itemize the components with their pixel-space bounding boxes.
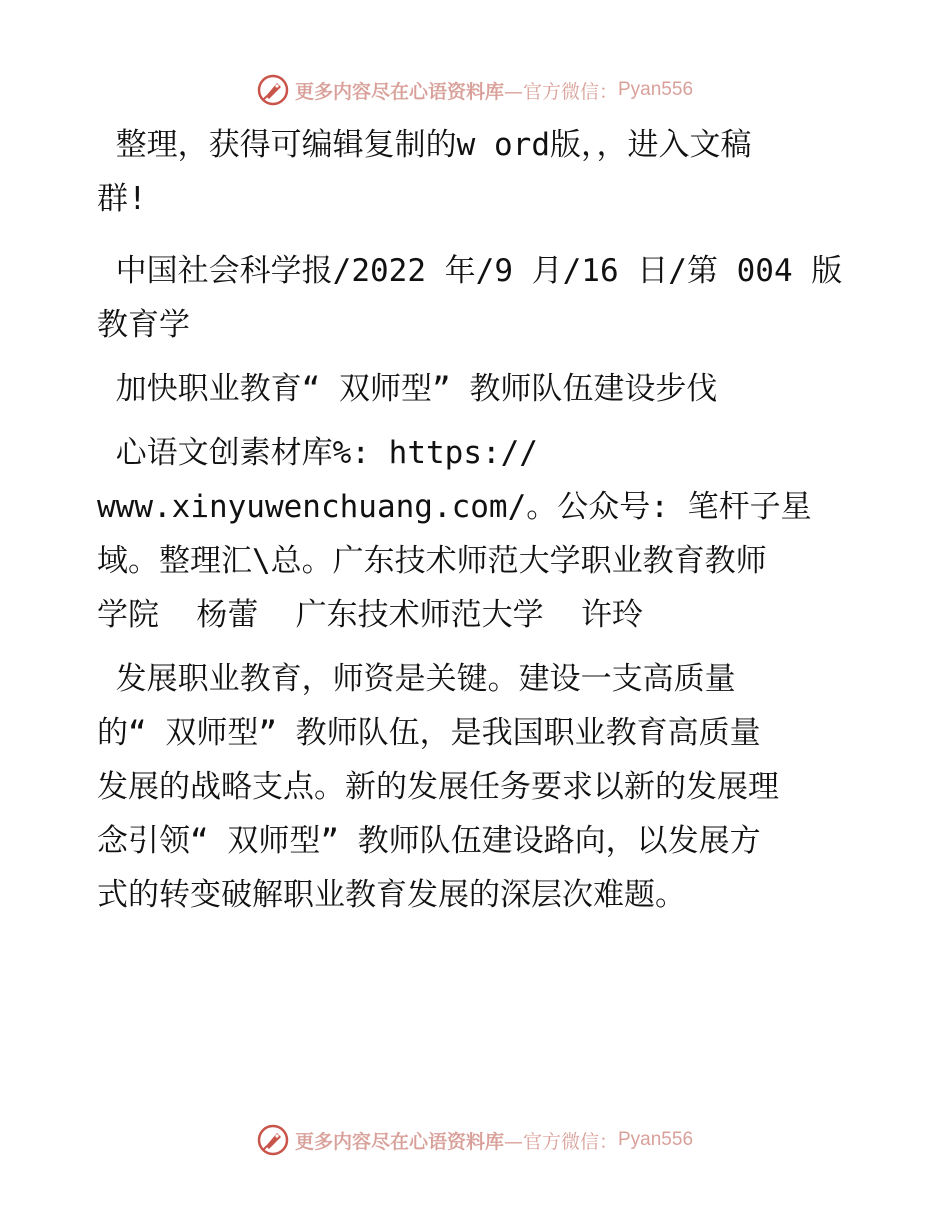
body-line: 念引领“ 双师型” 教师队伍建设路向，以发展方: [97, 823, 761, 859]
body-line: 式的转变破解职业教育发展的深层次难题。: [97, 877, 686, 913]
body-line: 的“ 双师型” 教师队伍，是我国职业教育高质量: [97, 715, 761, 751]
body-line: 群!: [97, 181, 147, 217]
pen-nib-logo-icon: [257, 1124, 289, 1156]
banner-separator: —官方微信：: [503, 1130, 618, 1153]
body-line: 心语文创素材库%: https://: [97, 435, 538, 471]
document-body: [97, 118, 857, 930]
body-line: 中国社会科学报/2022 年/9 月/16 日/第 004 版: [97, 253, 843, 289]
body-line: 教育学: [97, 307, 190, 343]
banner-separator: —官方微信：: [503, 80, 618, 103]
banner-text: 更多内容尽在心语资料库: [294, 80, 504, 103]
banner-wechat-id: Pyan556: [618, 1129, 694, 1150]
banner-wechat-id: Pyan556: [618, 79, 694, 100]
pen-nib-logo-icon: [257, 74, 289, 106]
article-title: 加快职业教育“ 双师型” 教师队伍建设步伐: [97, 371, 718, 407]
header-banner: [0, 70, 950, 110]
body-line: www.xinyuwenchuang.com/。公众号: 笔杆子星: [97, 489, 812, 525]
footer-banner: [0, 1120, 950, 1160]
banner-text: 更多内容尽在心语资料库: [294, 1130, 504, 1153]
body-line: 整理，获得可编辑复制的w ord版，，进入文稿: [97, 127, 752, 163]
body-line: 发展职业教育，师资是关键。建设一支高质量: [97, 661, 736, 697]
body-line: 域。整理汇\总。广东技术师范大学职业教育教师: [97, 543, 767, 579]
author-line: 学院 杨蕾 广东技术师范大学 许玲: [97, 597, 643, 633]
body-line: 发展的战略支点。新的发展任务要求以新的发展理: [97, 769, 779, 805]
